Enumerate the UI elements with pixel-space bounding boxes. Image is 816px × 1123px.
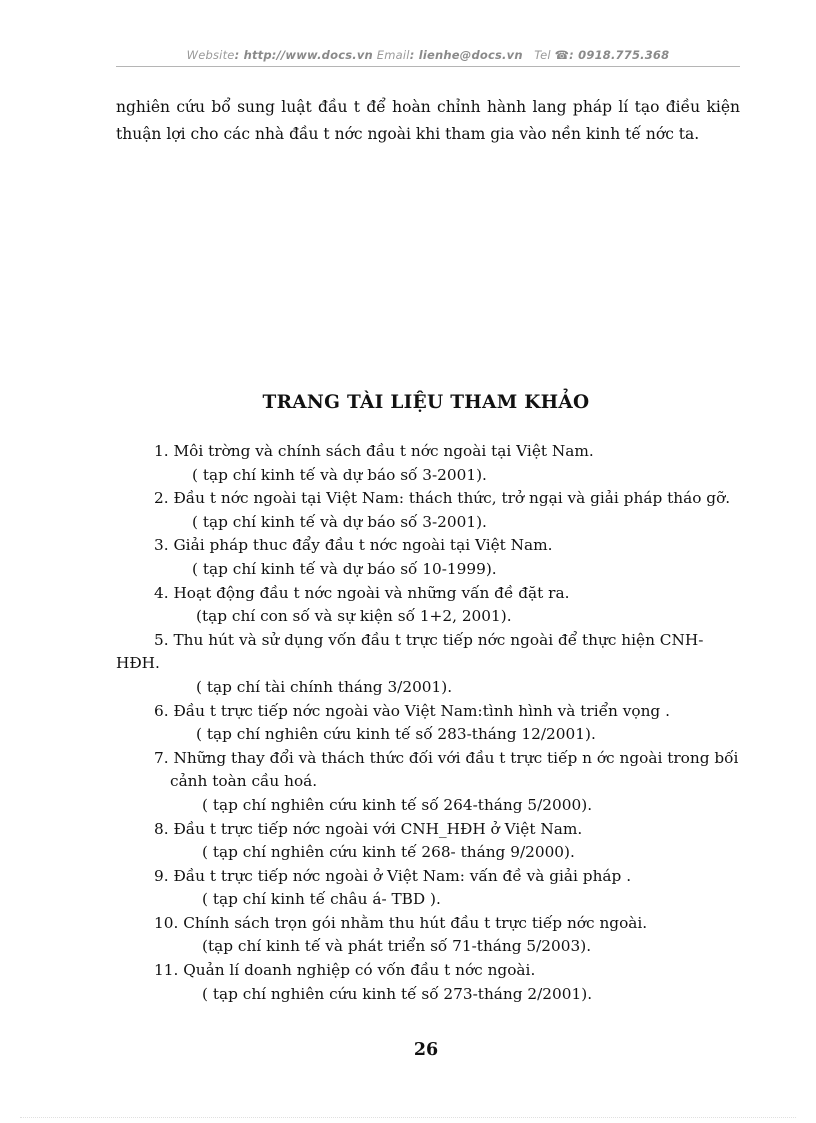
ref-5-source: ( tạp chí tài chính tháng 3/2001).: [196, 677, 453, 696]
ref-3-title: 3. Giải pháp thuc đẩy đầu t nớc ngoài tại Việt Nam.: [154, 536, 553, 555]
paragraph-line-1: nghiên cứu bổ sung luật đầu t để hoàn chỉnh hành lang pháp lí tạo điều kiện: [116, 98, 740, 116]
ref-8-title: 8. Đầu t trực tiếp nớc ngoài với CNH_HĐH ở Việt Nam.: [154, 819, 583, 838]
phone-icon: ☎: [554, 48, 570, 62]
header-divider: [116, 66, 740, 67]
email-label: Email: [376, 48, 410, 62]
body-paragraph: [116, 94, 740, 148]
website-label: Website: [186, 48, 235, 62]
page-number: 26: [413, 1040, 439, 1060]
ref-9-source: ( tạp chí kinh tế châu á- TBD ).: [202, 890, 441, 909]
ref-8-source: ( tạp chí nghiên cứu kinh tế 268- tháng 9/2000).: [202, 843, 575, 862]
ref-4-source: (tạp chí con số và sự kiện số 1+2, 2001).: [196, 607, 512, 626]
ref-11-title: 11. Quản lí doanh nghiệp có vốn đầu t nớc ngoài.: [154, 961, 536, 980]
ref-10-source: (tạp chí kinh tế và phát triển số 71-tháng 5/2003).: [202, 937, 592, 956]
ref-10-title: 10. Chính sách trọn gói nhằm thu hút đầu t trực tiếp nớc ngoài.: [154, 913, 648, 932]
ref-5-title: 5. Thu hút và sử dụng vốn đầu t trực tiếp nớc ngoài để thực hiện CNH-: [154, 630, 704, 649]
ref-6-title: 6. Đầu t trực tiếp nớc ngoài vào Việt Nam:tình hình và triển vọng .: [154, 701, 670, 720]
ref-2-title: 2. Đầu t nớc ngoài tại Việt Nam: thách thức, trở ngại và giải pháp tháo gỡ.: [154, 489, 731, 508]
website-value: : http://www.docs.vn: [234, 48, 373, 62]
ref-11-source: ( tạp chí nghiên cứu kinh tế số 273-tháng 2/2001).: [202, 984, 593, 1003]
ref-5-title-cont: HĐH.: [116, 654, 160, 673]
ref-6-source: ( tạp chí nghiên cứu kinh tế số 283-tháng 12/2001).: [196, 725, 596, 744]
tel-value: : 0918.775.368: [569, 48, 670, 62]
page-header: [116, 48, 740, 62]
ref-3-source: ( tạp chí kinh tế và dự báo số 10-1999).: [192, 559, 497, 578]
email-value: : lienhe@docs.vn: [409, 48, 523, 62]
references-list: [116, 440, 739, 1006]
ref-7-title-cont: cảnh toàn cầu hoá.: [170, 772, 318, 791]
ref-2-source: ( tạp chí kinh tế và dự báo số 3-2001).: [192, 512, 487, 531]
ref-1-title: 1. Môi trờng và chính sách đầu t nớc ngoài tại Việt Nam.: [154, 442, 594, 460]
paragraph-line-2: thuận lợi cho các nhà đầu t nớc ngoài khi tham gia vào nền kinh tế nớc ta.: [116, 125, 700, 143]
footer-dotted-rule: [20, 1117, 796, 1118]
ref-4-title: 4. Hoạt động đầu t nớc ngoài và những vấn đề đặt ra.: [154, 583, 570, 602]
ref-7-title: 7. Những thay đổi và thách thức đối với đầu t trực tiếp n ớc ngoài trong bối: [154, 748, 739, 767]
references-title: TRANG TÀI LIỆU THAM KHẢO: [262, 392, 590, 413]
ref-7-source: ( tạp chí nghiên cứu kinh tế số 264-tháng 5/2000).: [202, 795, 593, 814]
ref-1-source: ( tạp chí kinh tế và dự báo số 3-2001).: [192, 465, 487, 484]
ref-9-title: 9. Đầu t trực tiếp nớc ngoài ở Việt Nam: vấn đề và giải pháp .: [154, 866, 632, 885]
tel-label: Tel: [534, 48, 551, 62]
